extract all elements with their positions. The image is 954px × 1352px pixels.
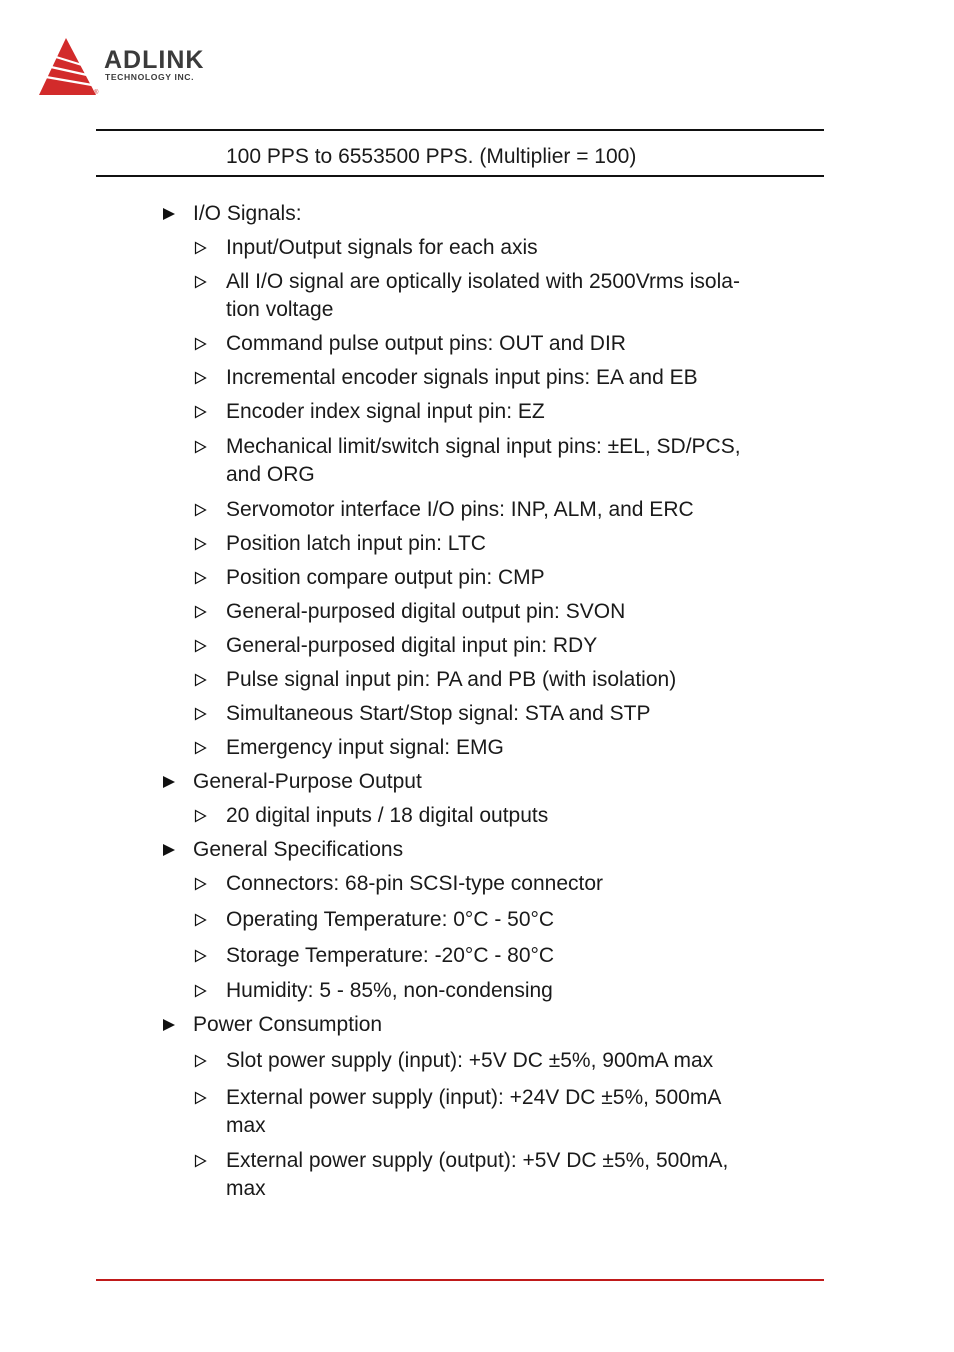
hollow-triangle-bullet-icon (194, 503, 207, 517)
hollow-triangle-bullet-icon (194, 707, 207, 721)
hollow-triangle-bullet-icon (194, 1054, 207, 1068)
hollow-triangle-bullet-icon (194, 605, 207, 619)
list-item: Connectors: 68-pin SCSI-type connector (226, 872, 604, 895)
hollow-triangle-bullet-icon (194, 1091, 207, 1105)
list-item: Mechanical limit/switch signal input pins: ±EL, SD/PCS, and ORG (226, 435, 741, 486)
list-item: Simultaneous Start/Stop signal: STA and STP (226, 702, 651, 725)
table-cell: 100 PPS to 6553500 PPS. (Multiplier = 100) (226, 145, 637, 168)
list-item: Storage Temperature: -20°C - 80°C (226, 944, 555, 967)
hollow-triangle-bullet-icon (194, 877, 207, 891)
hollow-triangle-bullet-icon (194, 440, 207, 454)
list-item: Encoder index signal input pin: EZ (226, 400, 545, 423)
list-item: Input/Output signals for each axis (226, 236, 538, 259)
list-item: Servomotor interface I/O pins: INP, ALM, and ERC (226, 498, 694, 521)
hollow-triangle-bullet-icon (194, 537, 207, 551)
section-heading: Power Consumption (193, 1013, 383, 1036)
hollow-triangle-bullet-icon (194, 984, 207, 998)
list-item: External power supply (input): +24V DC ±5%, 500mA max (226, 1086, 722, 1137)
hollow-triangle-bullet-icon (194, 405, 207, 419)
list-item: General-purposed digital input pin: RDY (226, 634, 598, 657)
section-heading: General-Purpose Output (193, 770, 422, 793)
logo-subtitle: TECHNOLOGY INC. (105, 72, 195, 82)
triangle-bullet-icon (162, 775, 176, 789)
hollow-triangle-bullet-icon (194, 337, 207, 351)
hollow-triangle-bullet-icon (194, 949, 207, 963)
hollow-triangle-bullet-icon (194, 241, 207, 255)
list-item: 20 digital inputs / 18 digital outputs (226, 804, 549, 827)
logo-name: ADLINK (104, 46, 205, 74)
list-item: Pulse signal input pin: PA and PB (with isolation) (226, 668, 677, 691)
hollow-triangle-bullet-icon (194, 809, 207, 823)
list-item: All I/O signal are optically isolated with 2500Vrms isola- tion voltage (226, 270, 740, 321)
list-item: Position latch input pin: LTC (226, 532, 486, 555)
list-item: Emergency input signal: EMG (226, 736, 504, 759)
hollow-triangle-bullet-icon (194, 639, 207, 653)
registered-mark: ® (94, 90, 99, 96)
triangle-bullet-icon (162, 1018, 176, 1032)
list-item: Command pulse output pins: OUT and DIR (226, 332, 626, 355)
footer-rule (96, 1279, 824, 1281)
hollow-triangle-bullet-icon (194, 371, 207, 385)
triangle-bullet-icon (162, 843, 176, 857)
hollow-triangle-bullet-icon (194, 673, 207, 687)
section-heading: General Specifications (193, 838, 404, 861)
list-item: Incremental encoder signals input pins: EA and EB (226, 366, 698, 389)
list-item: Humidity: 5 - 85%, non-condensing (226, 979, 553, 1002)
list-item: Operating Temperature: 0°C - 50°C (226, 908, 555, 931)
list-item: General-purposed digital output pin: SVON (226, 600, 626, 623)
list-item: Position compare output pin: CMP (226, 566, 545, 589)
section-heading: I/O Signals: (193, 202, 302, 225)
list-item: Slot power supply (input): +5V DC ±5%, 900mA max (226, 1049, 714, 1072)
hollow-triangle-bullet-icon (194, 275, 207, 289)
hollow-triangle-bullet-icon (194, 913, 207, 927)
triangle-bullet-icon (162, 207, 176, 221)
hollow-triangle-bullet-icon (194, 741, 207, 755)
list-item: External power supply (output): +5V DC ±5%, 500mA, max (226, 1149, 729, 1200)
hollow-triangle-bullet-icon (194, 1154, 207, 1168)
hollow-triangle-bullet-icon (194, 571, 207, 585)
